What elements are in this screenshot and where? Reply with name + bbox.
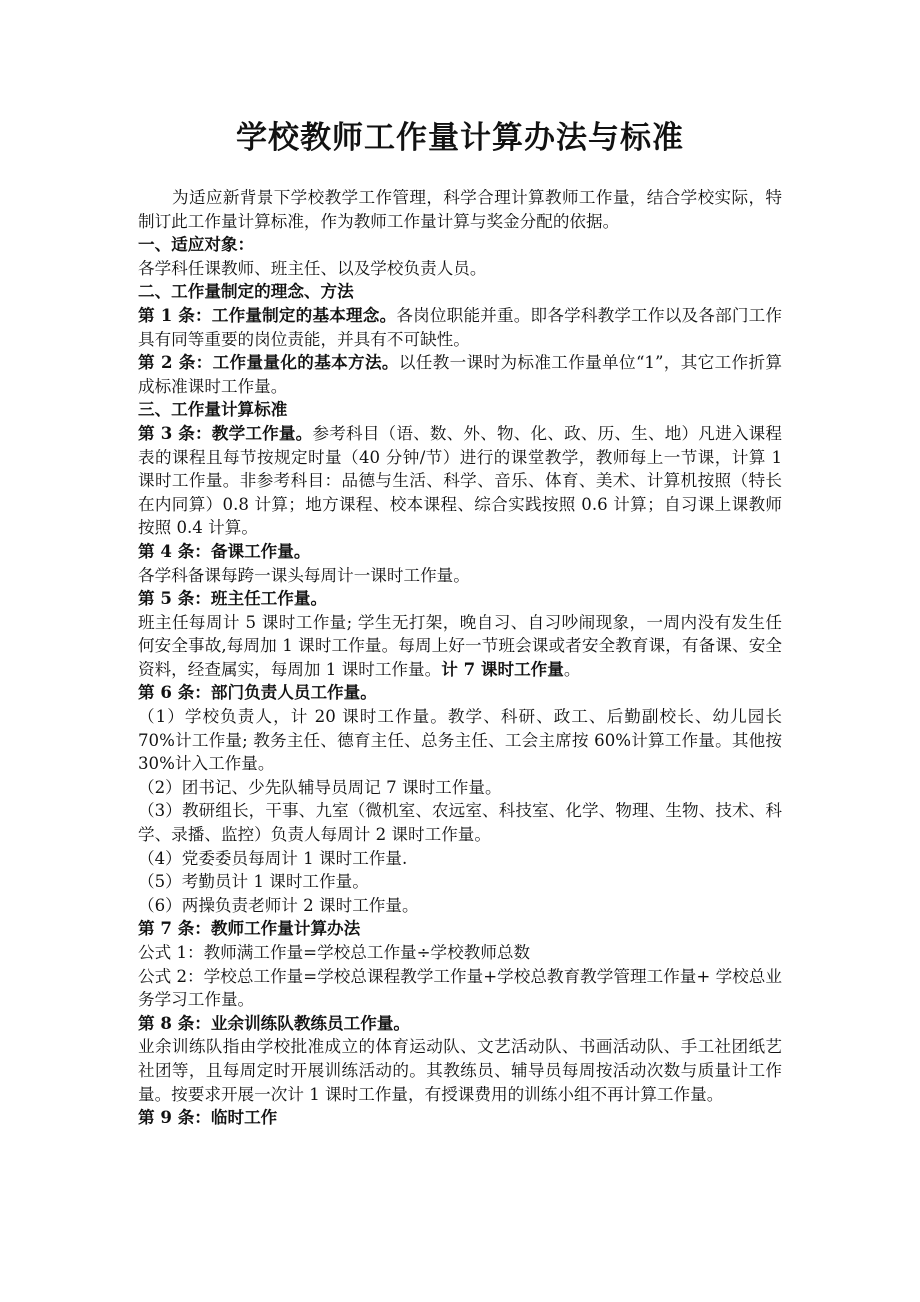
- article-6-item: （4）党委委员每周计 1 课时工作量.: [138, 848, 408, 868]
- document-title: 学校教师工作量计算办法与标准: [236, 120, 684, 156]
- formula-1: 公式 1：教师满工作量=学校总工作量÷学校教师总数: [138, 943, 531, 962]
- article-3: [138, 422, 782, 540]
- article-8-label: 第 8 条：业余训练队教练员工作量。: [138, 1012, 411, 1033]
- article-1: [138, 304, 782, 351]
- article-1-label: 第 1 条: [138, 304, 196, 325]
- article-3-text: 参考科目（语、数、外、物、化、政、历、生、地）凡进入课程表的课程且每节按规定时量（40 分钟/节）进行的课堂教学，教师每上一节课，计算 1 课时工作量。非参考科目：品德与生活、科学、音乐、体育、美术、计算机按照（特长在内同算）0.8 计算；地方课程、校本课程、综合实践按照 0.6 计算；自习课上课教师按照 0.4 计算。: [138, 423, 782, 538]
- article-6-item: （6）两操负责老师计 2 课时工作量。: [138, 895, 419, 915]
- article-5-text: [138, 611, 782, 682]
- article-5-body: 班主任每周计 5 课时工作量; 学生无打架，晚自习、自习吵闹现象，一周内没有发生任何安全事故,每周加 1 课时工作量。每周上好一节班会课或者安全教育课，有备课、安全资料，经查属实，每周加 1 课时工作量。: [138, 612, 782, 679]
- section2-heading: 二、工作量制定的理念、方法: [138, 281, 354, 302]
- article-5-end: 。: [563, 659, 581, 679]
- section1-heading: 一、适应对象：: [138, 234, 255, 255]
- intro-paragraph: 为适应新背景下学校教学工作管理，科学合理计算教师工作量，结合学校实际，特制订此工作量计算标准，作为教师工作量计算与奖金分配的依据。: [138, 188, 782, 231]
- article-5-label: 第 5 条：班主任工作量。: [138, 588, 328, 609]
- article-2: [138, 351, 782, 398]
- article-8-text: 业余训练队指由学校批准成立的体育运动队、文艺活动队、书画活动队、手工社团纸艺社团等，且每周定时开展训练活动的。其教练员、辅导员每周按活动次数与质量计工作量。按要求开展一次计 1 课时工作量，有授课费用的训练小组不再计算工作量。: [138, 1037, 782, 1104]
- article-7-label: 第 7 条：教师工作量计算办法: [138, 918, 361, 939]
- article-6-label: 第 6 条：部门负责人员工作量。: [138, 682, 377, 703]
- article-2-label: 第 2 条: [138, 352, 196, 373]
- article-9-label: 第 9 条：临时工作: [138, 1107, 278, 1128]
- article-2-title: ：工作量量化的基本方法。: [195, 352, 399, 373]
- section3-heading: 三、工作量计算标准: [138, 399, 288, 420]
- article-4-label: 第 4 条：备课工作量。: [138, 540, 311, 561]
- section1-text: 各学科任课教师、班主任、以及学校负责人员。: [138, 258, 487, 278]
- article-1-text: 各岗位职能并重。即各学科教学工作以及各部门工作具有同等重要的岗位责能，并具有不可缺性。: [138, 305, 783, 349]
- article-4-text: 各学科备课每跨一课头每周计一课时工作量。: [138, 565, 470, 585]
- article-1-title: ：工作量制定的基本理念。: [195, 304, 397, 325]
- article-3-label: 第 3 条：教学工作量。: [138, 422, 313, 443]
- document-body: [138, 186, 782, 1130]
- article-6-item: （2）团书记、少先队辅导员周记 7 课时工作量。: [138, 777, 502, 797]
- article-2-text: 以任教一课时为标准工作量单位“1”，其它工作折算成标准课时工作量。: [138, 353, 783, 396]
- article-6-item: （1）学校负责人，计 20 课时工作量。教学、科研、政工、后勤副校长、幼儿园长 70%计工作量; 教务主任、德育主任、总务主任、工会主席按 60%计算工作量。其他按 30%计入工作量。: [138, 707, 782, 774]
- formula-2: 公式 2：学校总工作量=学校总课程教学工作量+学校总教育教学管理工作量+ 学校总业务学习工作量。: [138, 966, 782, 1010]
- article-6-item: （3）教研组长，干事、九室（微机室、农远室、科技室、化学、物理、生物、技术、科学、录播、监控）负责人每周计 2 课时工作量。: [138, 801, 782, 845]
- article-5-total: 计 7 课时工作量: [441, 658, 564, 679]
- article-6-item: （5）考勤员计 1 课时工作量。: [138, 872, 369, 892]
